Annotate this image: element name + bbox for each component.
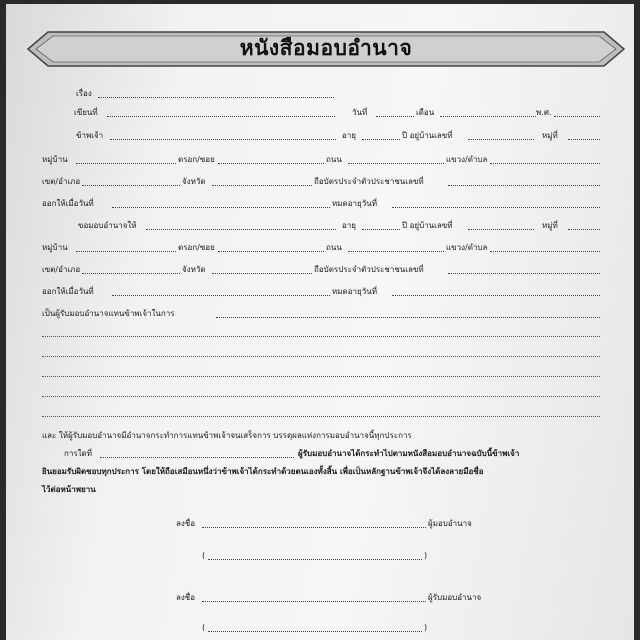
grantor-province-field[interactable]: [212, 185, 312, 186]
grantee-subdistrict-field[interactable]: [490, 251, 600, 252]
grantor-age-field[interactable]: [362, 139, 400, 140]
grantor-expires-label: หมดอายุวันที่: [332, 199, 377, 208]
form-page: [6, 4, 634, 640]
grantee-expires-label: หมดอายุวันที่: [332, 287, 377, 296]
grantee-signature-row: [6, 590, 634, 606]
grantee-id-label: ถือบัตรประจำตัวประชาชนเลขที่: [314, 265, 424, 274]
clause-acts-field[interactable]: [100, 457, 294, 458]
grantee-row-3: [6, 262, 634, 278]
grantee-row-1: [6, 218, 634, 234]
grantee-district-label: เขต/อำเภอ: [42, 265, 81, 274]
written-at-label: เขียนที่: [74, 108, 98, 117]
grantor-district-label: เขต/อำเภอ: [42, 177, 81, 186]
grantor-row-2: [6, 152, 634, 168]
date-field[interactable]: [376, 116, 414, 117]
subject-row: [6, 86, 634, 102]
grantor-district-field[interactable]: [82, 185, 180, 186]
grantee-issued-label: ออกให้เมื่อวันที่: [42, 287, 94, 296]
grantee-house-field[interactable]: [468, 229, 534, 230]
month-label: เดือน: [416, 108, 435, 117]
grantee-village-field[interactable]: [76, 251, 176, 252]
grantor-issued-field[interactable]: [112, 207, 330, 208]
grantee-age-label: อายุ: [342, 221, 356, 230]
grantor-road-field[interactable]: [348, 163, 444, 164]
grantee-printed-name-field[interactable]: [208, 631, 422, 632]
clause-acts-row: [6, 446, 634, 462]
grantor-expires-field[interactable]: [392, 207, 600, 208]
grantee-alley-field[interactable]: [218, 251, 324, 252]
grantee-province-label: จังหวัด: [182, 265, 206, 274]
grantor-id-label: ถือบัตรประจำตัวประชาชนเลขที่: [314, 177, 424, 186]
subject-label: เรื่อง: [76, 89, 92, 98]
grantee-id-field[interactable]: [448, 273, 600, 274]
clause-acts-label: การใดที่: [64, 449, 93, 458]
grantee-district-field[interactable]: [82, 273, 180, 274]
month-field[interactable]: [440, 116, 536, 117]
paren-close: ): [424, 623, 428, 632]
purpose-line[interactable]: [42, 336, 600, 337]
clause-consent: ยินยอมรับผิดชอบทุกประการ โดยให้ถือเสมือนหนึ่งว่าข้าพเจ้าได้กระทำด้วยตนเองทั้งสิ้น เพื่อเป็นหลักฐานข้าพเจ้าจึงได้ลงลายมือชื่อ: [42, 467, 484, 476]
purpose-line[interactable]: [42, 396, 600, 397]
grantee-road-field[interactable]: [348, 251, 444, 252]
grantor-name-field[interactable]: [110, 139, 336, 140]
clause-acts-text: ผู้รับมอบอำนาจได้กระทำไปตามหนังสือมอบอำนาจฉบับนี้ข้าพเจ้า: [298, 449, 520, 458]
year-label: พ.ศ.: [536, 108, 552, 117]
grantee-role-label: ผู้รับมอบอำนาจ: [428, 593, 482, 602]
purpose-row: [6, 306, 634, 322]
purpose-line[interactable]: [42, 356, 600, 357]
clause-authority: และ ให้ผู้รับมอบอำนาจมีอำนาจกระทำการแทนข้าพเจ้าจนเสร็จการ บรรดุผลแห่งการมอบอำนาจนี้ทุกประการ: [42, 431, 412, 440]
grantor-intro-label: ข้าพเจ้า: [76, 131, 104, 140]
grantor-road-label: ถนน: [326, 155, 342, 164]
grantor-alley-field[interactable]: [218, 163, 324, 164]
grantor-village-label: หมู่บ้าน: [42, 155, 68, 164]
paren-close: ): [424, 551, 428, 560]
grantor-issued-label: ออกให้เมื่อวันที่: [42, 199, 94, 208]
grantee-road-label: ถนน: [326, 243, 342, 252]
grantee-row-4: [6, 284, 634, 300]
grantee-house-label: ปี อยู่บ้านเลขที่: [402, 221, 453, 230]
grantee-printed-name-row: [6, 620, 634, 636]
grantor-age-label: อายุ: [342, 131, 356, 140]
grantor-moo-label: หมู่ที่: [542, 131, 558, 140]
purpose-line[interactable]: [42, 376, 600, 377]
grantee-subdistrict-label: แขวง/ตำบล: [446, 243, 488, 252]
purpose-field[interactable]: [216, 317, 600, 318]
paren-open: (: [202, 623, 206, 632]
written-at-row: [6, 105, 634, 121]
grantee-province-field[interactable]: [212, 273, 312, 274]
grantor-moo-field[interactable]: [568, 139, 600, 140]
grantor-printed-name-row: [6, 548, 634, 564]
grantor-row-3: [6, 174, 634, 190]
grantor-signature-field[interactable]: [202, 527, 426, 528]
grantee-intro-label: ขอมอบอำนาจให้: [78, 221, 137, 230]
date-label: วันที่: [352, 108, 368, 117]
grantee-moo-field[interactable]: [568, 229, 600, 230]
grantor-subdistrict-label: แขวง/ตำบล: [446, 155, 488, 164]
purpose-label: เป็นผู้รับมอบอำนาจแทนข้าพเจ้าในการ: [42, 309, 175, 318]
year-field[interactable]: [554, 116, 600, 117]
grantee-name-field[interactable]: [146, 229, 336, 230]
clause-witness: ไว้ต่อหน้าพยาน: [42, 485, 96, 494]
grantee-village-label: หมู่บ้าน: [42, 243, 68, 252]
page-title: หนังสือมอบอำนาจ: [239, 36, 413, 60]
grantor-alley-label: ตรอก/ซอย: [178, 155, 215, 164]
grantee-issued-field[interactable]: [112, 295, 330, 296]
paren-open: (: [202, 551, 206, 560]
grantor-role-label: ผู้มอบอำนาจ: [428, 519, 472, 528]
grantor-printed-name-field[interactable]: [208, 559, 422, 560]
grantor-row-1: [6, 128, 634, 144]
grantor-province-label: จังหวัด: [182, 177, 206, 186]
grantee-sign-label: ลงชื่อ: [176, 593, 196, 602]
grantor-row-4: [6, 196, 634, 212]
grantor-signature-row: [6, 516, 634, 532]
grantee-signature-field[interactable]: [202, 601, 426, 602]
grantee-row-2: [6, 240, 634, 256]
grantee-alley-label: ตรอก/ซอย: [178, 243, 215, 252]
grantor-village-field[interactable]: [76, 163, 176, 164]
grantee-expires-field[interactable]: [392, 295, 600, 296]
grantor-id-field[interactable]: [448, 185, 600, 186]
subject-field[interactable]: [98, 97, 334, 98]
written-at-field[interactable]: [107, 116, 335, 117]
grantee-age-field[interactable]: [362, 229, 400, 230]
grantor-subdistrict-field[interactable]: [490, 163, 600, 164]
title-banner: [26, 26, 626, 72]
grantor-house-field[interactable]: [468, 139, 534, 140]
grantor-sign-label: ลงชื่อ: [176, 519, 196, 528]
grantee-moo-label: หมู่ที่: [542, 221, 558, 230]
purpose-line[interactable]: [42, 416, 600, 417]
grantor-house-label: ปี อยู่บ้านเลขที่: [402, 131, 453, 140]
